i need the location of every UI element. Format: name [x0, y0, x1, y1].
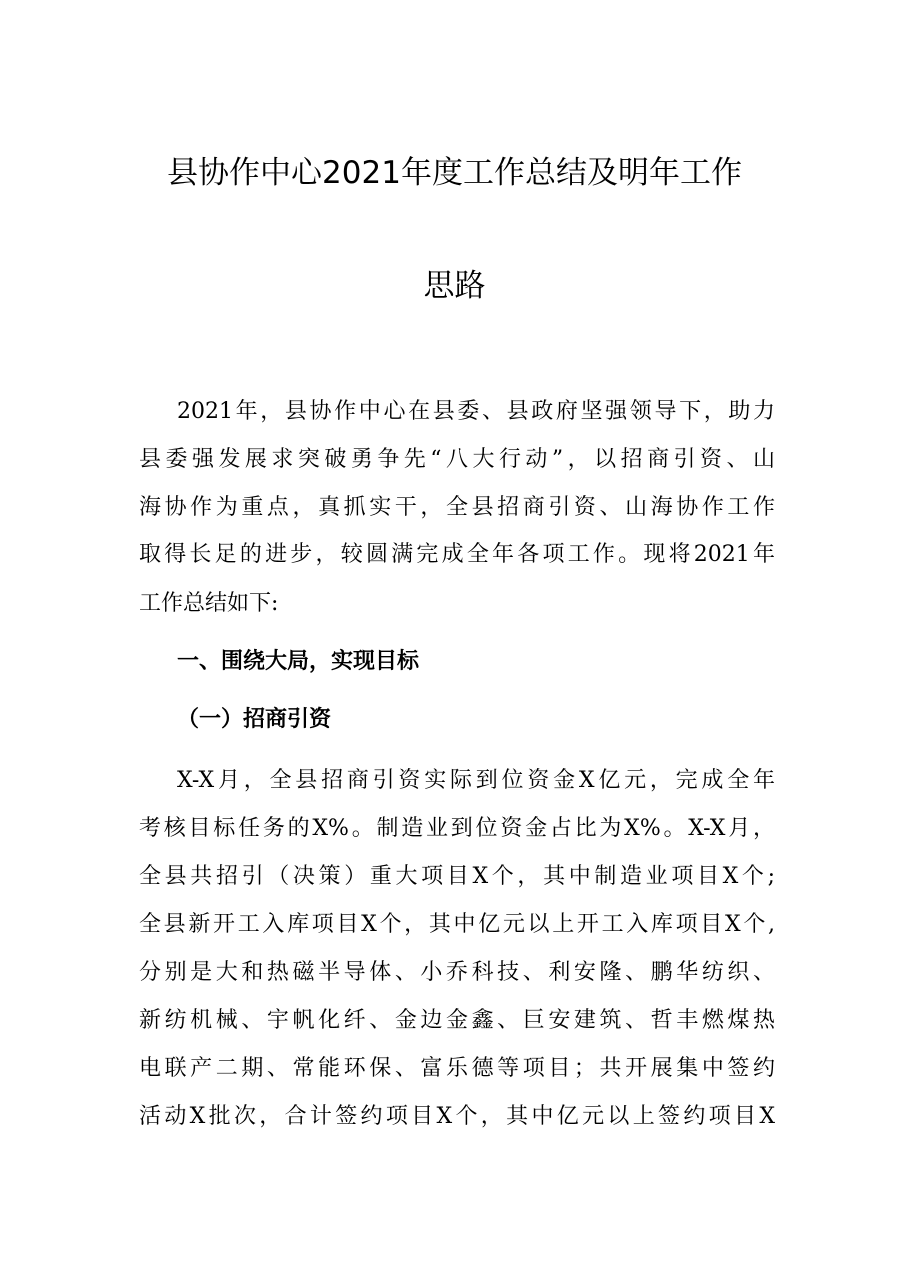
section-paragraph-line: 分别是大和热磁半导体、小乔科技、利安隆、鹏华纺织、: [139, 960, 775, 985]
intro-paragraph-line: 海协作为重点，真抓实干，全县招商引资、山海协作工作: [139, 495, 775, 520]
section-heading-level-1: 一、围绕大局，实现目标: [177, 649, 420, 674]
document-title-line-1: 县协作中心2021年度工作总结及明年工作: [167, 155, 742, 191]
intro-paragraph-line: 2021年，县协作中心在县委、县政府坚强领导下，助力: [177, 399, 775, 424]
section-paragraph-line: 新纺机械、宇帆化纤、金边金鑫、巨安建筑、哲丰燃煤热: [139, 1008, 775, 1033]
document-title-line-2: 思路: [423, 268, 486, 304]
section-paragraph-line: 全县共招引（决策）重大项目X个，其中制造业项目X个;: [139, 864, 775, 889]
section-paragraph-line: 活动X批次，合计签约项目X个，其中亿元以上签约项目X: [139, 1104, 775, 1129]
section-paragraph-line: 电联产二期、常能环保、富乐德等项目；共开展集中签约: [139, 1056, 775, 1081]
intro-paragraph-line: 取得长足的进步，较圆满完成全年各项工作。现将2021年: [139, 542, 775, 567]
section-paragraph-line: 考核目标任务的X%。制造业到位资金占比为X%。X-X月，: [139, 816, 775, 841]
section-heading-level-2: （一）招商引资: [177, 707, 332, 732]
intro-paragraph-line: 县委强发展求突破勇争先“八大行动”，以招商引资、山: [139, 447, 775, 472]
section-paragraph-line: X-X月，全县招商引资实际到位资金X亿元，完成全年: [177, 768, 775, 793]
intro-paragraph-line: 工作总结如下:: [139, 591, 279, 616]
section-paragraph-line: 全县新开工入库项目X个，其中亿元以上开工入库项目X个,: [139, 912, 775, 937]
